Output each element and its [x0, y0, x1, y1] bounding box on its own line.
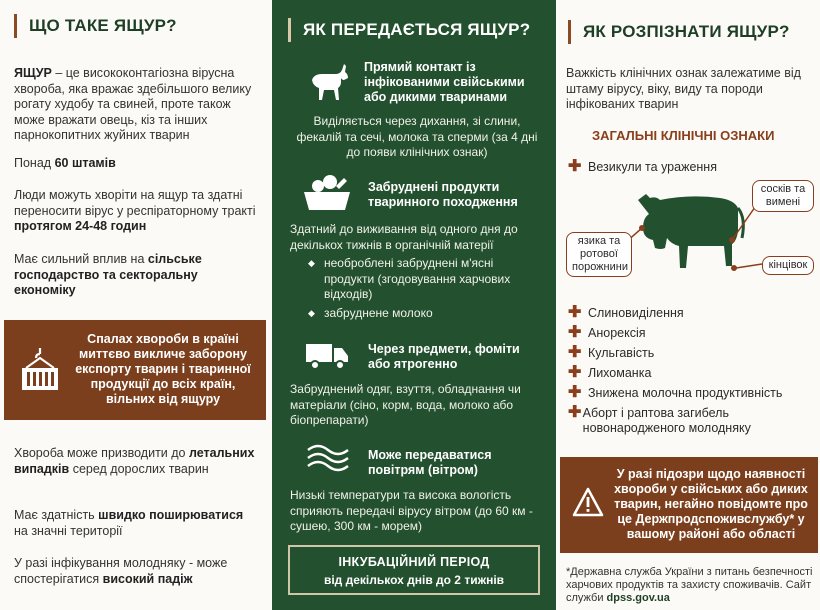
airborne-body: Низькі температури та висока вологість сприяють передачі вірусу вітром (до 60 км - сушею, 300 км - морем): [290, 488, 533, 533]
sign-item: [568, 366, 816, 381]
plus-icon: ✚: [568, 384, 582, 401]
alert-box: [560, 457, 818, 553]
sign-item: [568, 406, 816, 436]
lethal-paragraph: [14, 446, 260, 477]
contaminated-products-title: Забруднені продукти тваринного походження: [368, 180, 518, 209]
spread-post: на значні території: [14, 523, 123, 538]
fomites-body: Забруднений одяг, взуття, обладнання чи матеріали (сіно, корм, вода, молоко або біопрепарати): [290, 382, 521, 427]
alert-text: У разі підозри щодо наявності хвороби у свійських або диких тварин, негайно повідомте про це Держпродспоживслужбу* у вашому районі або області: [614, 467, 808, 541]
export-ban-box: [4, 320, 266, 420]
food-basket-icon: [302, 172, 352, 217]
plus-icon: ✚: [568, 404, 582, 421]
signs-list: [568, 306, 816, 441]
website-link[interactable]: dpss.gov.ua: [606, 592, 670, 604]
clinical-signs-subtitle: ЗАГАЛЬНІ КЛІНІЧНІ ОЗНАКИ: [592, 128, 775, 143]
mid-heading: [288, 18, 530, 42]
definition-paragraph: [14, 66, 260, 144]
mid-title: ЯК ПЕРЕДАЄТЬСЯ ЯЩУР?: [303, 20, 531, 39]
list-item: ◆ забруднене молоко: [304, 306, 542, 322]
export-ban-text: Спалах хвороби в країні миттєво викличе заборону експорту тварин і тваринної продукції до всіх країн, вільних від ящуру: [75, 332, 251, 406]
plus-icon: ✚: [568, 364, 582, 381]
young-paragraph: [14, 556, 260, 587]
strains-pre: Понад: [14, 156, 55, 170]
spread-paragraph: [14, 508, 260, 539]
sign-label: Слиновиділення: [588, 306, 684, 320]
incubation-title: ІНКУБАЦІЙНИЙ ПЕРІОД: [338, 555, 490, 569]
sign-item: [568, 160, 816, 175]
limbs-callout: кінцівок: [762, 256, 814, 275]
plus-icon: ✚: [568, 304, 582, 321]
left-column: [0, 0, 270, 610]
udder-callout: сосків та вимені: [752, 180, 814, 212]
impact-pre: Має сильний вплив на: [14, 252, 148, 266]
list-item: ◆ необроблені забруднені м'ясні продукти (згодовування харчових відходів): [304, 256, 542, 303]
incubation-text: від декількох днів до 2 тижнів: [323, 573, 505, 587]
spread-bold: швидко поширюватися: [98, 508, 244, 522]
heading-bar: [568, 20, 571, 44]
impact-bold: сільське господарство та секторальну економіку: [14, 252, 202, 297]
left-heading: [14, 14, 177, 38]
strains-bold: 60 штамів: [54, 156, 116, 170]
plus-icon: ✚: [568, 344, 582, 361]
plus-icon: ✚: [568, 158, 582, 175]
lethal-bold: летальних випадків: [14, 446, 255, 476]
sign-item: [568, 306, 816, 321]
left-title: ЩО ТАКЕ ЯЩУР?: [29, 16, 177, 35]
sign-item: [568, 346, 816, 361]
incubation-box: [288, 545, 540, 595]
heading-bar: [288, 18, 291, 42]
sign-label: Знижена молочна продуктивність: [588, 386, 783, 400]
strains-paragraph: [14, 156, 260, 172]
plus-icon: ✚: [568, 324, 582, 341]
right-column: [558, 0, 820, 610]
warning-icon: [572, 487, 604, 522]
direct-contact-title: Прямий контакт із інфікованими свійськими або дикими тваринами: [364, 60, 525, 104]
right-heading: [568, 20, 790, 44]
young-pre: У разі інфікування молодняку - може спостерігатися: [14, 556, 228, 586]
humans-bold: протягом 24-48 годин: [14, 219, 147, 233]
spread-pre: Має здатність: [14, 508, 99, 522]
airborne-title: Може передаватися повітрям (вітром): [368, 448, 492, 477]
truck-icon: [304, 338, 350, 375]
contaminated-products-body: Здатний до виживання від одного дня до декількох тижнів в органічній матерії: [290, 222, 518, 252]
mouth-callout: язика та ротової порожнини: [566, 232, 632, 277]
sign-item: [568, 326, 816, 341]
definition-bold: ЯЩУР: [14, 66, 52, 80]
wind-icon: [304, 440, 352, 481]
sign-label: Лихоманка: [588, 366, 652, 380]
heading-bar: [14, 14, 17, 38]
fomites-title: Через предмети, фоміти або ятрогенно: [368, 342, 520, 371]
right-title: ЯК РОЗПІЗНАТИ ЯЩУР?: [583, 22, 790, 41]
severity-intro: Важкість клінічних ознак залежатиме від штаму вірусу, віку, виду та породи інфікованих тварин: [566, 66, 801, 111]
middle-column: [272, 0, 556, 610]
first-sign: [568, 160, 816, 180]
footnote-text: *Державна служба України з питань безпечності харчових продуктів та захисту споживачів. Сайт служби: [566, 566, 813, 604]
crane-container-icon: [18, 346, 62, 399]
young-bold: високий падіж: [102, 571, 193, 586]
contaminated-products-list: [304, 256, 542, 321]
cow-diagram: [566, 178, 816, 283]
direct-contact-body: Виділяється через дихання, зі слини, фекалій та сечі, молока та сперми (за 4 дні до появи клінічних ознак): [296, 114, 538, 159]
sign-label: Аборт і раптова загибель новонародженого молодняку: [582, 406, 751, 435]
lethal-post: серед дорослих тварин: [69, 461, 209, 476]
humans-paragraph: [14, 188, 260, 235]
sign-label: Кульгавість: [588, 346, 655, 360]
humans-pre: Люди можуть хворіти на ящур та здатні переносити вірус у респіраторному тракті: [14, 188, 256, 218]
impact-paragraph: [14, 252, 260, 299]
sign-label: Анорексія: [588, 326, 646, 340]
footnote: [566, 566, 816, 605]
goat-icon: [306, 62, 350, 107]
sign-label: Везикули та ураження: [588, 160, 717, 174]
sign-item: [568, 386, 816, 401]
lethal-pre: Хвороба може призводити до: [14, 446, 189, 460]
definition-text: – це висококонтагіозна вірусна хвороба, яка вражає здебільшого велику рогату худобу та свиней, проте також може вражати овець, кіз та інших парнокопитних жуйних тварин: [14, 66, 252, 142]
